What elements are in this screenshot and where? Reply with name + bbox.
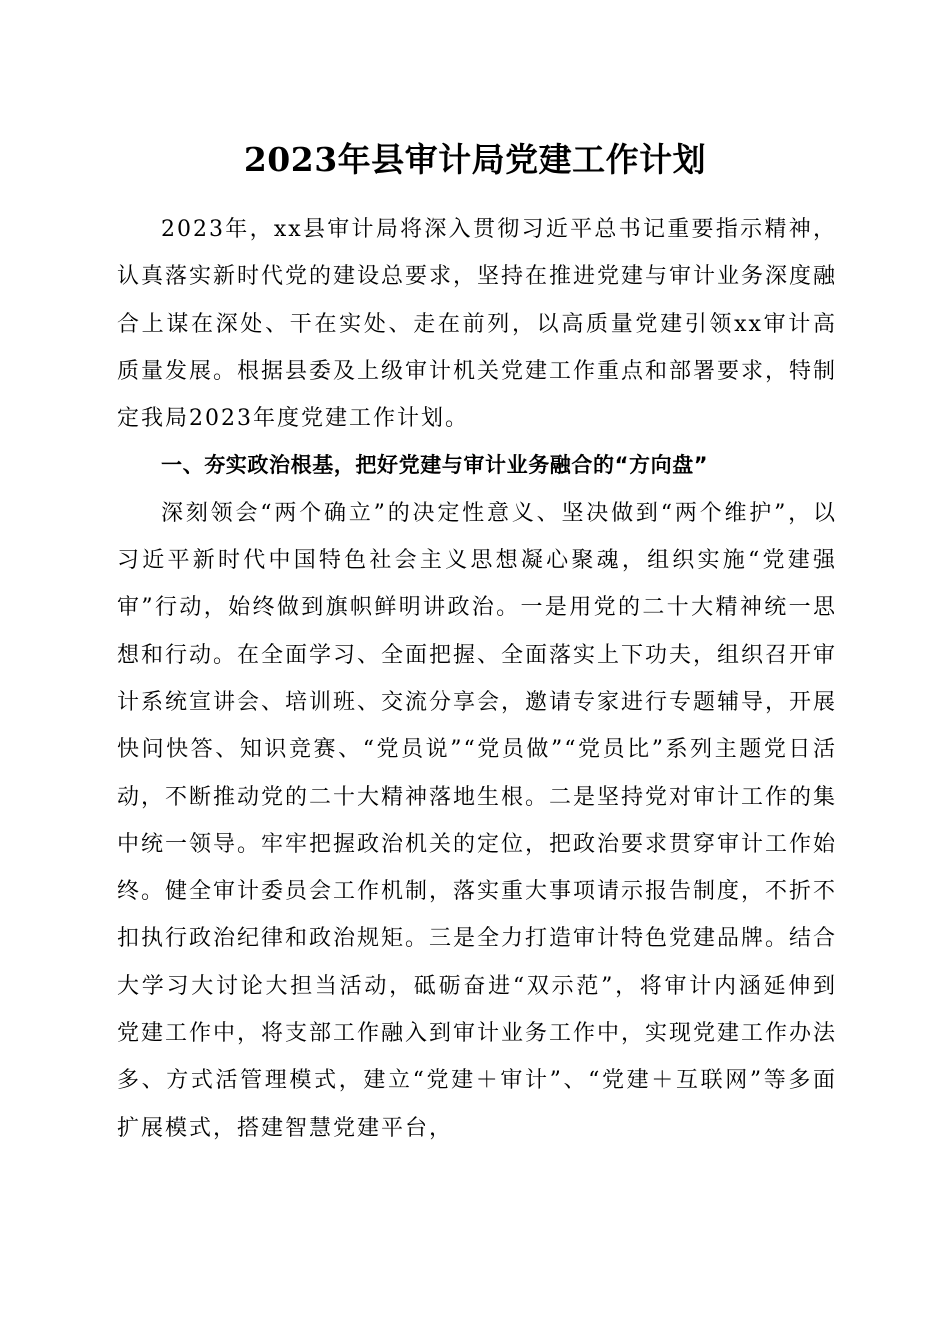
intro-paragraph: 2023年，xx县审计局将深入贯彻习近平总书记重要指示精神，认真落实新时代党的建设总要求，坚持在推进党建与审计业务深度融合上谋在深处、干在实处、走在前列，以高质量党建引领xx审计高质量发展。根据县委及上级审计机关党建工作重点和部署要求，特制定我局2023年度党建工作计划。 <box>117 217 838 432</box>
section-paragraph: 深刻领会“两个确立”的决定性意义、坚决做到“两个维护”，以习近平新时代中国特色社会主义思想凝心聚魂，组织实施“党建强审”行动，始终做到旗帜鲜明讲政治。一是用党的二十大精神统一思想和行动。在全面学习、全面把握、全面落实上下功夫，组织召开审计系统宣讲会、培训班、交流分享会，邀请专家进行专题辅导，开展快问快答、知识竞赛、“党员说”“党员做”“党员比”系列主题党日活动，不断推动党的二十大精神落地生根。二是坚持党对审计工作的集中统一领导。牢牢把握政治机关的定位，把政治要求贯穿审计工作始终。健全审计委员会工作机制，落实重大事项请示报告制度，不折不扣执行政治纪律和政治规矩。三是全力打造审计特色党建品牌。结合大学习大讨论大担当活动，砥砺奋进“双示范”，将审计内涵延伸到党建工作中，将支部工作融入到审计业务工作中，实现党建工作办法多、方式活管理模式，建立“党建＋审计”、“党建＋互联网”等多面扩展模式，搭建智慧党建平台， <box>117 500 838 1141</box>
section-heading: 一、夯实政治根基，把好党建与审计业务融合的“方向盘” <box>161 453 709 478</box>
document-title: 2023年县审计局党建工作计划 <box>243 140 707 179</box>
document-body <box>117 206 837 1152</box>
